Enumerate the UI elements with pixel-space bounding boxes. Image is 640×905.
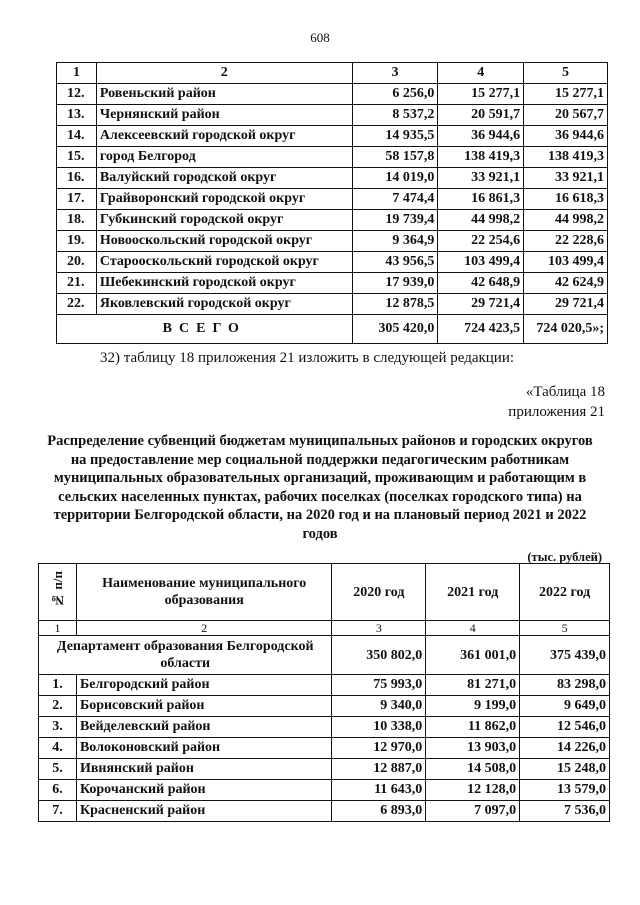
row-value-5: 16 618,3 bbox=[524, 189, 608, 210]
row-value-2021: 13 903,0 bbox=[426, 738, 520, 759]
row-value-2020: 11 643,0 bbox=[332, 780, 426, 801]
row-name: Ровеньский район bbox=[96, 84, 352, 105]
table1-body bbox=[57, 63, 608, 344]
row-value-2020: 6 893,0 bbox=[332, 801, 426, 822]
row-name: Валуйский городской округ bbox=[96, 168, 352, 189]
row-value-2021: 11 862,0 bbox=[426, 717, 520, 738]
table-row bbox=[57, 252, 608, 273]
table-row bbox=[57, 168, 608, 189]
table-row bbox=[57, 105, 608, 126]
row-value-5: 22 228,6 bbox=[524, 231, 608, 252]
row-value-2021: 7 097,0 bbox=[426, 801, 520, 822]
row-value-4: 33 921,1 bbox=[438, 168, 524, 189]
table2-body bbox=[39, 564, 610, 822]
row-value-3: 6 256,0 bbox=[352, 84, 438, 105]
dept-value-2021: 361 001,0 bbox=[426, 636, 520, 675]
table-row bbox=[57, 126, 608, 147]
row-value-5: 15 277,1 bbox=[524, 84, 608, 105]
row-number: 17. bbox=[57, 189, 97, 210]
table-title: Распределение субвенций бюджетам муниципальных районов и городских округов на предоставление мер социальной поддержки педагогическим работникам муниципальных образовательных организаций, проживающим и работающим в сельских населенных пунктах, рабочих поселках (поселках городского типа) на территории Белгородской области, на 2020 год и на плановый период 2021 и 2022 годов bbox=[47, 433, 593, 542]
row-number: 22. bbox=[57, 294, 97, 315]
row-value-4: 15 277,1 bbox=[438, 84, 524, 105]
row-number: 3. bbox=[39, 717, 77, 738]
row-value-2021: 14 508,0 bbox=[426, 759, 520, 780]
table-row bbox=[39, 675, 610, 696]
allocation-table-continued bbox=[56, 62, 608, 344]
table-reference bbox=[508, 382, 605, 422]
row-name: Шебекинский городской округ bbox=[96, 273, 352, 294]
table-row bbox=[57, 294, 608, 315]
row-number: 16. bbox=[57, 168, 97, 189]
row-value-4: 20 591,7 bbox=[438, 105, 524, 126]
table1-colnum: 2 bbox=[96, 63, 352, 84]
table-row bbox=[57, 84, 608, 105]
row-value-2022: 15 248,0 bbox=[520, 759, 610, 780]
row-name: Вейделевский район bbox=[76, 717, 332, 738]
table1-colnum: 3 bbox=[352, 63, 438, 84]
header-2022: 2022 год bbox=[520, 564, 610, 621]
row-number: 19. bbox=[57, 231, 97, 252]
table1-colnum: 5 bbox=[524, 63, 608, 84]
row-value-2020: 9 340,0 bbox=[332, 696, 426, 717]
row-name: Красненский район bbox=[76, 801, 332, 822]
table2-colnum: 5 bbox=[520, 621, 610, 636]
row-number: 21. bbox=[57, 273, 97, 294]
row-value-3: 8 537,2 bbox=[352, 105, 438, 126]
row-name: Губкинский городской округ bbox=[96, 210, 352, 231]
row-value-3: 12 878,5 bbox=[352, 294, 438, 315]
row-number: 14. bbox=[57, 126, 97, 147]
row-number: 15. bbox=[57, 147, 97, 168]
table-row bbox=[39, 717, 610, 738]
dept-name: Департамент образования Белгородской области bbox=[39, 636, 332, 675]
row-value-5: 103 499,4 bbox=[524, 252, 608, 273]
row-value-4: 16 861,3 bbox=[438, 189, 524, 210]
table-row bbox=[39, 696, 610, 717]
table-row bbox=[57, 210, 608, 231]
row-value-2022: 14 226,0 bbox=[520, 738, 610, 759]
dept-row bbox=[39, 636, 610, 675]
row-name: Корочанский район bbox=[76, 780, 332, 801]
header-name: Наименование муниципального образования bbox=[76, 564, 332, 621]
row-value-3: 17 939,0 bbox=[352, 273, 438, 294]
table2-header-row bbox=[39, 564, 610, 621]
row-value-5: 42 624,9 bbox=[524, 273, 608, 294]
row-number: 1. bbox=[39, 675, 77, 696]
row-value-5: 20 567,7 bbox=[524, 105, 608, 126]
row-name: Яковлевский городской округ bbox=[96, 294, 352, 315]
row-number: 2. bbox=[39, 696, 77, 717]
total-value-3: 305 420,0 bbox=[352, 315, 438, 344]
table-row bbox=[57, 147, 608, 168]
page-number: 608 bbox=[310, 30, 330, 45]
table-reference-line1: «Таблица 18 bbox=[525, 384, 605, 400]
row-number: 5. bbox=[39, 759, 77, 780]
row-value-2022: 9 649,0 bbox=[520, 696, 610, 717]
amendment-paragraph: 32) таблицу 18 приложения 21 изложить в следующей редакции: bbox=[100, 350, 515, 366]
header-2021: 2021 год bbox=[426, 564, 520, 621]
row-number: 20. bbox=[57, 252, 97, 273]
row-value-3: 9 364,9 bbox=[352, 231, 438, 252]
row-name: город Белгород bbox=[96, 147, 352, 168]
total-value-5: 724 020,5»; bbox=[524, 315, 608, 344]
header-2020: 2020 год bbox=[332, 564, 426, 621]
row-value-2021: 81 271,0 bbox=[426, 675, 520, 696]
row-number: 12. bbox=[57, 84, 97, 105]
table-row bbox=[39, 759, 610, 780]
table1-header-row bbox=[57, 63, 608, 84]
table-reference-line2: приложения 21 bbox=[508, 404, 605, 420]
row-value-2022: 7 536,0 bbox=[520, 801, 610, 822]
row-value-4: 138 419,3 bbox=[438, 147, 524, 168]
row-number: 7. bbox=[39, 801, 77, 822]
row-name: Новооскольский городской округ bbox=[96, 231, 352, 252]
header-num-cell bbox=[39, 564, 77, 621]
row-name: Чернянский район bbox=[96, 105, 352, 126]
table2-colnum: 2 bbox=[76, 621, 332, 636]
row-value-2022: 12 546,0 bbox=[520, 717, 610, 738]
row-name: Борисовский район bbox=[76, 696, 332, 717]
row-value-3: 14 935,5 bbox=[352, 126, 438, 147]
row-value-3: 43 956,5 bbox=[352, 252, 438, 273]
table1-colnum: 1 bbox=[57, 63, 97, 84]
row-value-3: 19 739,4 bbox=[352, 210, 438, 231]
table-row bbox=[57, 273, 608, 294]
dept-value-2022: 375 439,0 bbox=[520, 636, 610, 675]
row-name: Белгородский район bbox=[76, 675, 332, 696]
dept-value-2020: 350 802,0 bbox=[332, 636, 426, 675]
table-row bbox=[39, 780, 610, 801]
row-number: 13. bbox=[57, 105, 97, 126]
table2-colnum-row bbox=[39, 621, 610, 636]
row-value-5: 36 944,6 bbox=[524, 126, 608, 147]
row-name: Старооскольский городской округ bbox=[96, 252, 352, 273]
row-value-4: 22 254,6 bbox=[438, 231, 524, 252]
row-number: 4. bbox=[39, 738, 77, 759]
row-number: 18. bbox=[57, 210, 97, 231]
row-value-2021: 9 199,0 bbox=[426, 696, 520, 717]
row-value-5: 29 721,4 bbox=[524, 294, 608, 315]
table2-colnum: 3 bbox=[332, 621, 426, 636]
row-value-2022: 13 579,0 bbox=[520, 780, 610, 801]
row-value-4: 44 998,2 bbox=[438, 210, 524, 231]
table2-colnum: 1 bbox=[39, 621, 77, 636]
row-value-2020: 75 993,0 bbox=[332, 675, 426, 696]
row-value-2022: 83 298,0 bbox=[520, 675, 610, 696]
row-name: Ивнянский район bbox=[76, 759, 332, 780]
row-value-4: 29 721,4 bbox=[438, 294, 524, 315]
header-num: № п/п bbox=[49, 571, 65, 608]
row-value-3: 7 474,4 bbox=[352, 189, 438, 210]
row-name: Грайворонский городской округ bbox=[96, 189, 352, 210]
table-row bbox=[57, 189, 608, 210]
row-value-3: 58 157,8 bbox=[352, 147, 438, 168]
row-name: Алексеевский городской округ bbox=[96, 126, 352, 147]
row-name: Волоконовский район bbox=[76, 738, 332, 759]
row-value-4: 36 944,6 bbox=[438, 126, 524, 147]
row-value-4: 103 499,4 bbox=[438, 252, 524, 273]
row-number: 6. bbox=[39, 780, 77, 801]
total-row bbox=[57, 315, 608, 344]
row-value-2020: 12 887,0 bbox=[332, 759, 426, 780]
unit-label: (тыс. рублей) bbox=[527, 550, 602, 564]
table1-colnum: 4 bbox=[438, 63, 524, 84]
row-value-2020: 12 970,0 bbox=[332, 738, 426, 759]
row-value-2020: 10 338,0 bbox=[332, 717, 426, 738]
row-value-3: 14 019,0 bbox=[352, 168, 438, 189]
row-value-5: 33 921,1 bbox=[524, 168, 608, 189]
subvention-table bbox=[38, 563, 610, 822]
table-row bbox=[39, 738, 610, 759]
row-value-4: 42 648,9 bbox=[438, 273, 524, 294]
table2-colnum: 4 bbox=[426, 621, 520, 636]
row-value-5: 138 419,3 bbox=[524, 147, 608, 168]
table-row bbox=[39, 801, 610, 822]
total-value-4: 724 423,5 bbox=[438, 315, 524, 344]
row-value-2021: 12 128,0 bbox=[426, 780, 520, 801]
row-value-5: 44 998,2 bbox=[524, 210, 608, 231]
table-row bbox=[57, 231, 608, 252]
total-label: ВСЕГО bbox=[57, 315, 353, 344]
